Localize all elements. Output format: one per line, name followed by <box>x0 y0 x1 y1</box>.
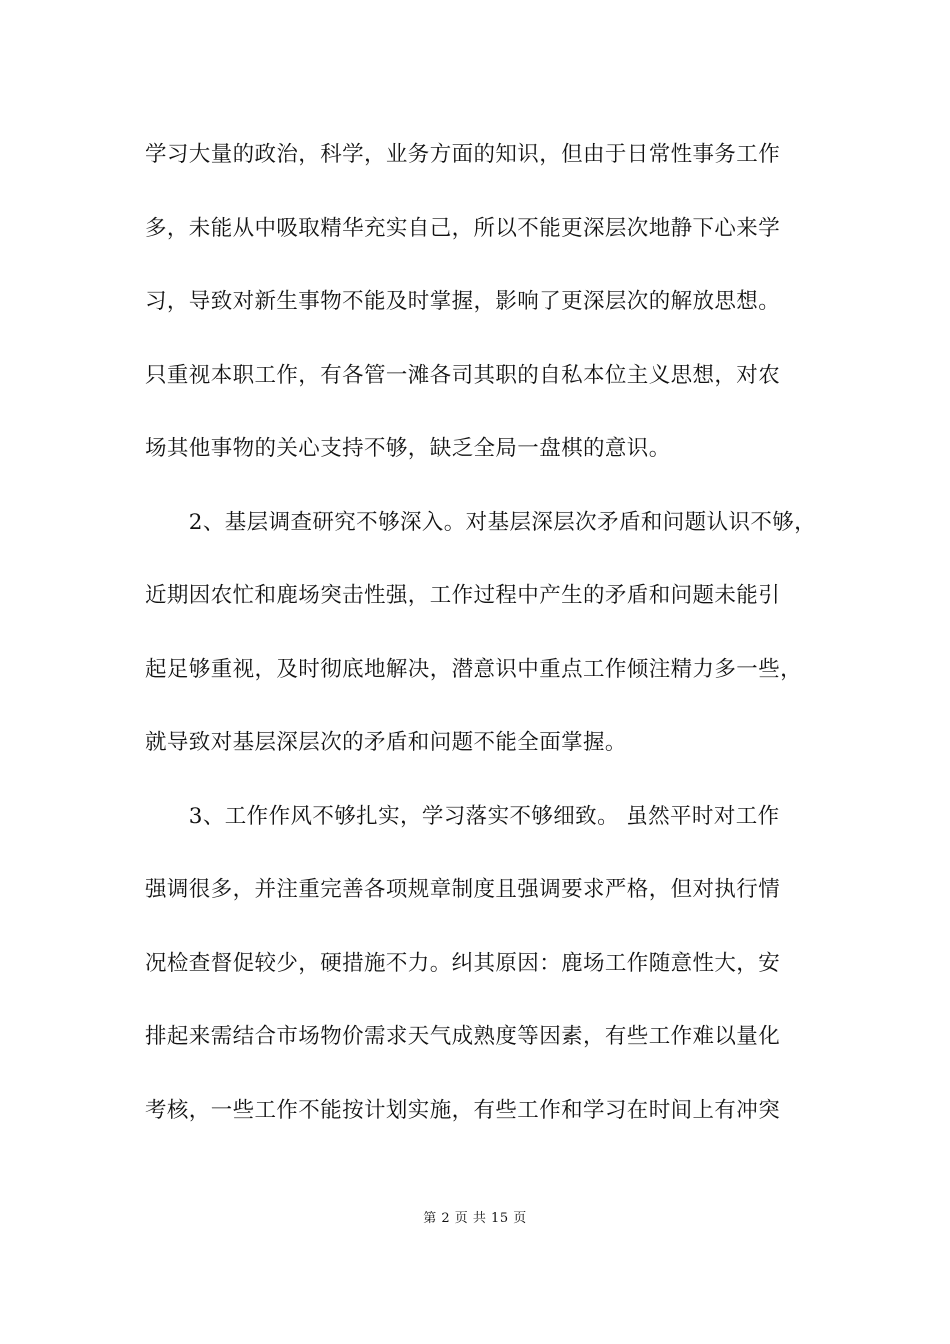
text-line: 多，未能从中吸取精华充实自己，所以不能更深层次地静下心来学 <box>145 215 781 241</box>
text-line: 况检查督促较少，硬措施不力。纠其原因：鹿场工作随意性大，安 <box>145 950 781 976</box>
text-line: 就导致对基层深层次的矛盾和问题不能全面掌握。 <box>145 730 627 755</box>
text-line: 习，导致对新生事物不能及时掌握，影响了更深层次的解放思想。 <box>145 289 781 314</box>
text-line: 2、基层调查研究不够深入。对基层深层次矛盾和问题认识不够， <box>145 509 817 535</box>
text-line: 3、工作作风不够扎实，学习落实不够细致。 虽然平时对工作 <box>145 803 780 829</box>
body-text <box>145 128 825 1157</box>
text-line: 强调很多，并注重完善各项规章制度且强调要求严格，但对执行情 <box>145 877 781 902</box>
text-line: 考核，一些工作不能按计划实施，有些工作和学习在时间上有冲突 <box>145 1097 781 1123</box>
text-line: 排起来需结合市场物价需求天气成熟度等因素，有些工作难以量化 <box>145 1024 781 1049</box>
text-line: 场其他事物的关心支持不够，缺乏全局一盘棋的意识。 <box>145 436 671 461</box>
text-line: 近期因农忙和鹿场突击性强，工作过程中产生的矛盾和问题未能引 <box>145 583 781 608</box>
text-line: 学习大量的政治，科学，业务方面的知识，但由于日常性事务工作 <box>145 142 781 167</box>
text-line: 起足够重视，及时彻底地解决，潜意识中重点工作倾注精力多一些， <box>145 656 803 682</box>
page-number-footer: 第 2 页 共 15 页 <box>423 1211 527 1226</box>
text-line: 只重视本职工作，有各管一滩各司其职的自私本位主义思想，对农 <box>145 362 781 388</box>
